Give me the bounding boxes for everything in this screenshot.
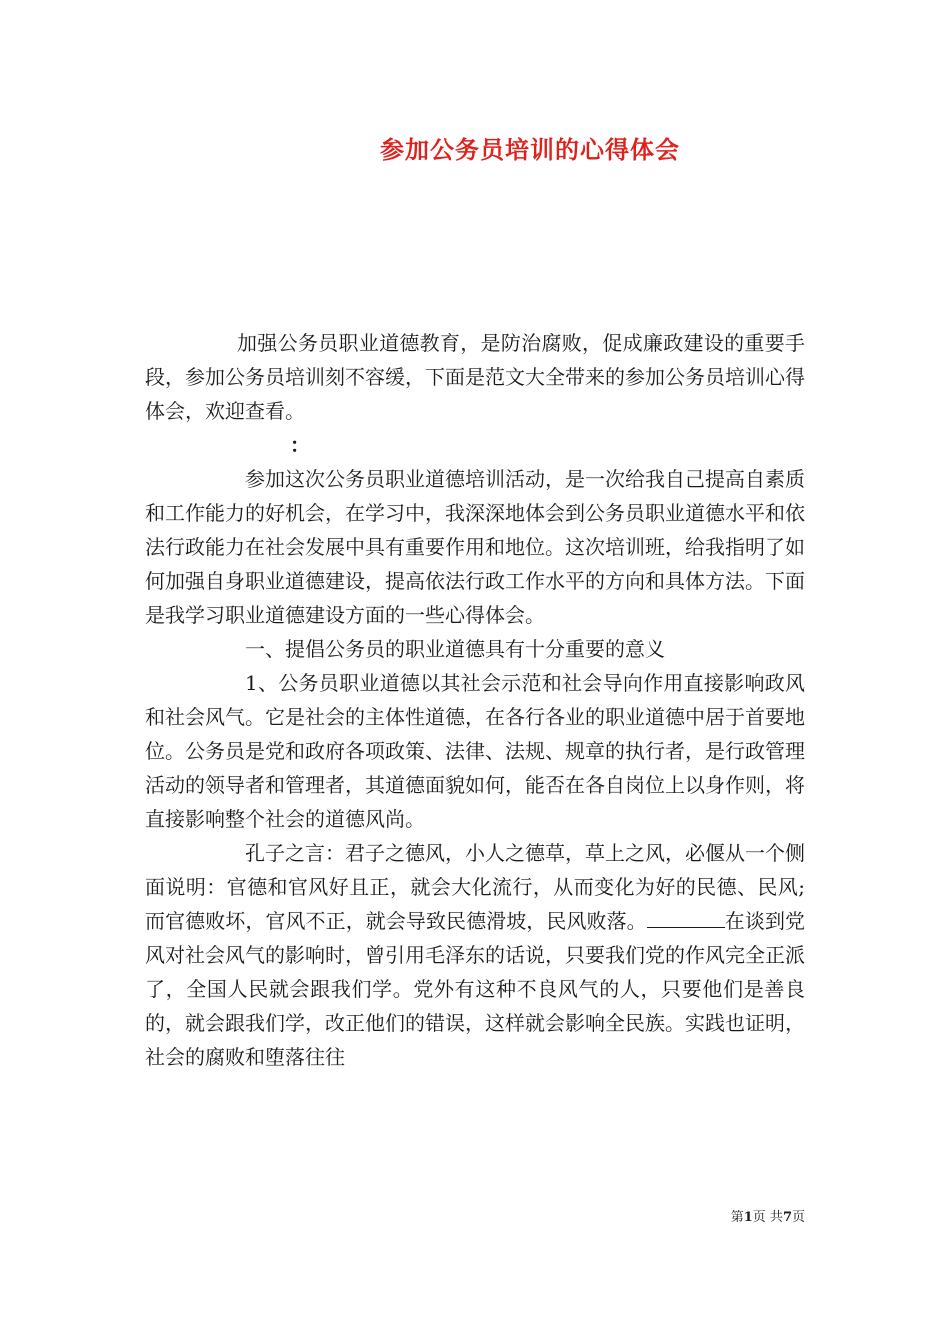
paragraph-3 xyxy=(145,836,805,1074)
intro-paragraph: 加强公务员职业道德教育，是防治腐败，促成廉政建设的重要手段，参加公务员培训刻不容缓，下面是范文大全带来的参加公务员培训心得体会，欢迎查看。 xyxy=(145,331,805,423)
footer-prefix: 第 xyxy=(730,1210,744,1225)
footer-middle: 页 共 xyxy=(752,1210,783,1225)
page-footer xyxy=(731,1206,805,1225)
colon-line: ： xyxy=(290,433,310,457)
footer-suffix: 页 xyxy=(791,1210,805,1225)
paragraph-2: 1、公务员职业道德以其社会示范和社会导向作用直接影响政风和社会风气。它是社会的主体性道德，在各行各业的职业道德中居于首要地位。公务员是党和政府各项政策、法律、法规、规章的执行者，是行政管理活动的领导者和管理者，其道德面貌如何，能否在各自岗位上以身作则，将直接影响整个社会的道德风尚。 xyxy=(145,671,805,831)
document-title: 参加公务员培训的心得体会 xyxy=(380,136,680,164)
paragraph-1: 参加这次公务员职业道德培训活动，是一次给我自己提高自素质和工作能力的好机会，在学习中，我深深地体会到公务员职业道德水平和依法行政能力在社会发展中具有重要作用和地位。这次培训班，给我指明了如何加强自身职业道德建设，提高依法行政工作水平的方向和具体方法。下面是我学习职业道德建设方面的一些心得体会。 xyxy=(145,467,805,627)
footer-current-page: 1 xyxy=(743,1210,753,1225)
document-body xyxy=(145,326,805,1074)
footer-total-pages: 7 xyxy=(782,1210,792,1225)
paragraph-3-part-2: 在谈到党风对社会风气的影响时，曾引用毛泽东的话说，只要我们党的作风完全正派了，全国人民就会跟我们学。党外有这种不良风气的人，只要他们是善良的，就会跟我们学，改正他们的错误，这样就会影响全民族。实践也证明，社会的腐败和堕落往往 xyxy=(145,909,806,1069)
paragraph-3-part-1: 孔子之言：君子之德风，小人之德草，草上之风，必偃从一个侧面说明：官德和官风好且正，就会大化流行，从而变化为好的民德、民风;而官德败坏，官风不正，就会导致民德滑坡，民风败落。 xyxy=(145,841,805,933)
blank-underline xyxy=(647,907,725,928)
section-heading-1: 一、提倡公务员的职业道德具有十分重要的意义 xyxy=(245,637,665,661)
